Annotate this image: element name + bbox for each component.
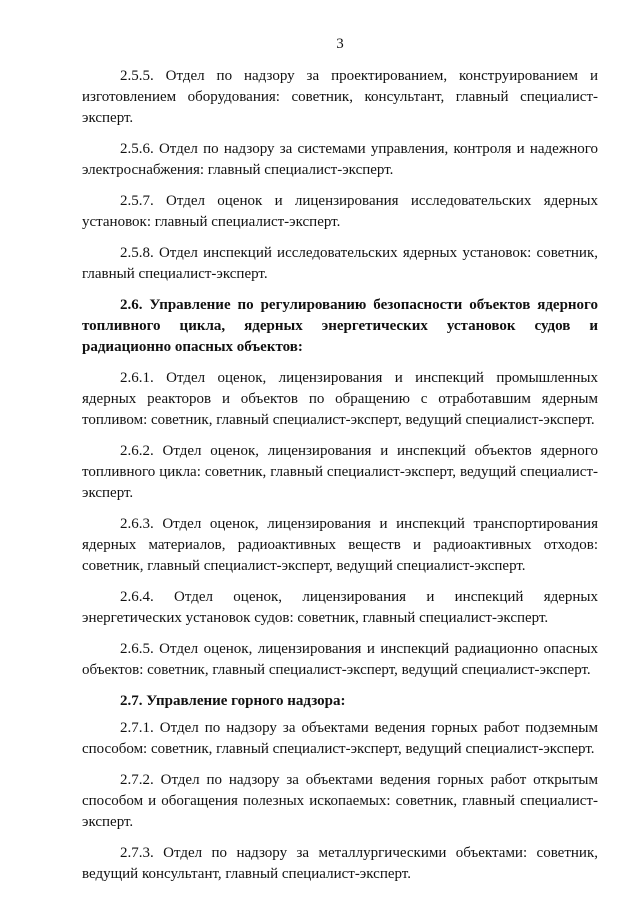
paragraph-2-5-5: 2.5.5. Отдел по надзору за проектированием, конструированием и изготовлением оборудования: советник, консультант, главный специалист-эксперт.	[82, 68, 598, 126]
section-heading-2-7: 2.7. Управление горного надзора:	[120, 693, 346, 709]
paragraph-2-5-8: 2.5.8. Отдел инспекций исследовательских ядерных установок: советник, главный специалист-эксперт.	[82, 245, 598, 282]
paragraph-2-6-1: 2.6.1. Отдел оценок, лицензирования и инспекций промышленных ядерных реакторов и объектов по обращению с отработавшим ядерным топливом: советник, главный специалист-эксперт, ведущий специалист-эксперт.	[82, 370, 598, 428]
paragraph-2-6-5: 2.6.5. Отдел оценок, лицензирования и инспекций радиационно опасных объектов: советник, главный специалист-эксперт, ведущий специалист-эксперт.	[82, 641, 598, 678]
paragraph-2-7-3: 2.7.3. Отдел по надзору за металлургическими объектами: советник, ведущий консультант, главный специалист-эксперт.	[82, 845, 598, 882]
paragraph-2-6-3: 2.6.3. Отдел оценок, лицензирования и инспекций транспортирования ядерных материалов, радиоактивных веществ и радиоактивных отходов: советник, главный специалист-эксперт, ведущий специалист-эксперт.	[82, 516, 598, 574]
paragraph-2-5-6: 2.5.6. Отдел по надзору за системами управления, контроля и надежного электроснабжения: главный специалист-эксперт.	[82, 141, 598, 178]
paragraph-2-6-2: 2.6.2. Отдел оценок, лицензирования и инспекций объектов ядерного топливного цикла: советник, главный специалист-эксперт, ведущий специалист-эксперт.	[82, 443, 598, 501]
paragraph-2-7-1: 2.7.1. Отдел по надзору за объектами ведения горных работ подземным способом: советник, главный специалист-эксперт, ведущий специалист-эксперт.	[82, 720, 598, 757]
paragraph-2-7-2: 2.7.2. Отдел по надзору за объектами ведения горных работ открытым способом и обогащения полезных ископаемых: советник, главный специалист-эксперт.	[82, 772, 598, 830]
section-heading-2-6: 2.6. Управление по регулированию безопасности объектов ядерного топливного цикла, ядерных энергетических установок судов и радиационно опасных объектов:	[82, 297, 598, 355]
paragraph-2-5-7: 2.5.7. Отдел оценок и лицензирования исследовательских ядерных установок: главный специалист-эксперт.	[82, 193, 598, 230]
page-number: 3	[336, 36, 344, 52]
paragraph-2-6-4: 2.6.4. Отдел оценок, лицензирования и инспекций ядерных энергетических установок судов: советник, главный специалист-эксперт.	[82, 589, 598, 626]
